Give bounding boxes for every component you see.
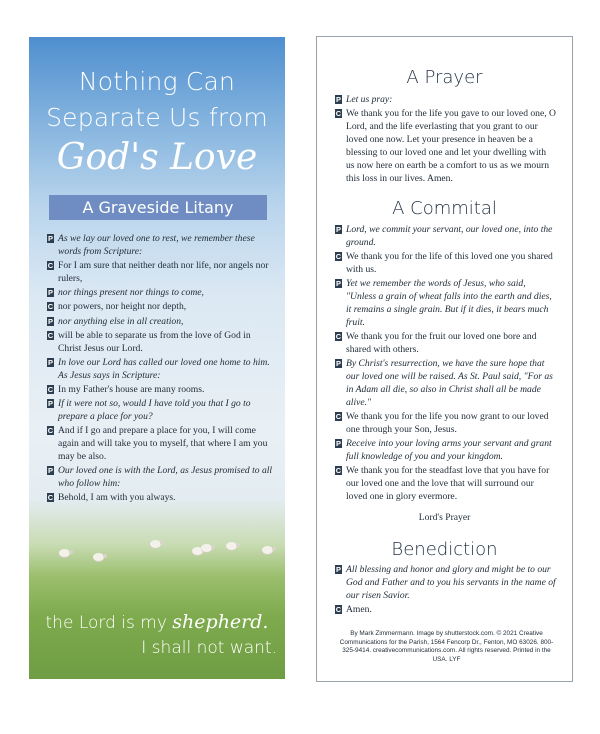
litany-line: P nor things present nor things to come, (47, 287, 204, 299)
pastor-mark-icon: P (335, 225, 341, 234)
congregation-mark-icon: C (47, 426, 54, 436)
sheep-icon (93, 553, 104, 561)
benediction-heading: Benediction (391, 539, 498, 560)
pastor-mark-icon: P (335, 359, 341, 369)
litany-line: P As we lay our loved one to rest, we remember these words from Scripture: (47, 233, 255, 257)
lords-prayer-label: Lord's Prayer (418, 512, 471, 523)
commital-line: P Lord, we commit your servant, our loved one, into the ground. (335, 224, 553, 248)
pastor-mark-icon: P (47, 288, 53, 298)
pastor-mark-icon: P (335, 279, 341, 289)
congregation-mark-icon: C (47, 330, 54, 340)
commital-heading: A Commital (392, 198, 497, 219)
congregation-mark-icon: C (47, 302, 54, 312)
title-line-1: Nothing Can (78, 67, 236, 96)
commital-line: C We thank you for the steadfast love that you have for our loved one and the love that will surround our loved one in glory evermore. (335, 465, 550, 503)
commital-line: C We thank you for the life you now grant to our loved one through your Son, Jesus. (335, 411, 549, 436)
pastor-mark-icon: P (47, 357, 53, 367)
commital-line: P Receive into your loving arms your servant and grant full knowledge of you and your kingdom. (335, 438, 552, 463)
prayer-line: C We thank you for the life you gave to our loved one, O Lord, and the life everlasting that you grant to our loved one now. Let your presence in heaven be a blessing to our loved one and let your dwelling with us now here on earth be a comfort to us as we mourn this loss in our lives. Amen. (335, 108, 556, 184)
prayer-text (335, 94, 557, 187)
litany-line: C nor powers, nor height nor depth, (47, 301, 187, 313)
pastor-mark-icon: P (47, 316, 53, 326)
sheep-icon (262, 546, 273, 554)
commital-line: C We thank you for the life of this loved one you shared with us. (335, 251, 553, 276)
litany-line: P Our loved one is with the Lord, as Jesus promised to all who follow him: (47, 465, 273, 490)
commital-line: C We thank you for the fruit our loved one bore and shared with others. (335, 331, 537, 356)
litany-line: C Behold, I am with you always. (47, 492, 176, 504)
litany-line: P nor anything else in all creation, (47, 315, 184, 327)
commital-line: P By Christ's resurrection, we have the sure hope that our loved one will be raised. As St. Paul said, "For as in Adam all die, so also in Christ shall all be made alive." (335, 358, 553, 408)
commital-text (335, 224, 557, 505)
congregation-mark-icon: C (335, 332, 342, 342)
pastor-mark-icon: P (335, 95, 341, 104)
litany-text (47, 233, 273, 507)
pastor-mark-icon: P (335, 565, 341, 574)
litany-line: P In love our Lord has called our loved one home to him. As Jesus says in Scripture: (47, 356, 270, 381)
commital-line: P Yet we remember the words of Jesus, who said, "Unless a grain of wheat falls into the earth and dies, it remains a single grain. But if it dies, it bears much fruit. (335, 278, 552, 328)
congregation-mark-icon: C (335, 605, 342, 615)
prayer-line: P Let us pray: (335, 94, 393, 105)
benediction-line: C Amen. (335, 604, 372, 616)
pastor-mark-icon: P (47, 399, 53, 409)
litany-line: C will be able to separate us from the love of God in Christ Jesus our Lord. (47, 329, 251, 354)
pastor-mark-icon: P (47, 466, 53, 476)
prayer-heading: A Prayer (406, 67, 483, 88)
litany-line: C In my Father's house are many rooms. (47, 384, 205, 396)
subtitle-bar: A Graveside Litany (49, 195, 267, 220)
pastor-mark-icon: P (47, 234, 53, 243)
benediction-line: P All blessing and honor and glory and might be to our God and Father and to you his servants in the name of our risen Savior. (335, 564, 556, 601)
congregation-mark-icon: C (47, 493, 54, 503)
congregation-mark-icon: C (335, 412, 342, 422)
congregation-mark-icon: C (335, 466, 342, 476)
congregation-mark-icon: C (47, 261, 54, 271)
sheep-icon (150, 540, 161, 548)
congregation-mark-icon: C (335, 252, 342, 262)
left-card (29, 37, 285, 679)
benediction-text (335, 564, 557, 618)
title-line-2: Separate Us from (46, 103, 268, 132)
pastor-mark-icon: P (335, 439, 341, 449)
litany-line: C For I am sure that neither death nor life, nor angels nor rulers, (47, 260, 269, 285)
litany-line: C And if I go and prepare a place for you, I will come again and will take you to myself, that where I am you may be also. (47, 425, 268, 463)
sheep-icon (59, 549, 70, 557)
credits-text: By Mark Zimmermann. Image by shutterstock.com. © 2021 Creative Communications for the Parish, 1564 Fencorp Dr., Fenton, MO 63026. 800-325-9414. creativecommunications.com. All rights reserved. Printed in the USA. LYF (339, 630, 554, 663)
sheep-field-illustration (29, 527, 285, 597)
sheep-icon (226, 542, 237, 550)
psalm-line-1: the Lord is my shepherd. (45, 611, 269, 633)
congregation-mark-icon: C (47, 385, 54, 395)
congregation-mark-icon: C (335, 109, 342, 119)
litany-line: P If it were not so, would I have told you that I go to prepare a place for you? (47, 398, 251, 423)
psalm-line-2: I shall not want. (141, 638, 277, 658)
title-script: God's Love (56, 137, 258, 178)
right-card (316, 36, 573, 682)
sheep-icon (201, 544, 212, 552)
